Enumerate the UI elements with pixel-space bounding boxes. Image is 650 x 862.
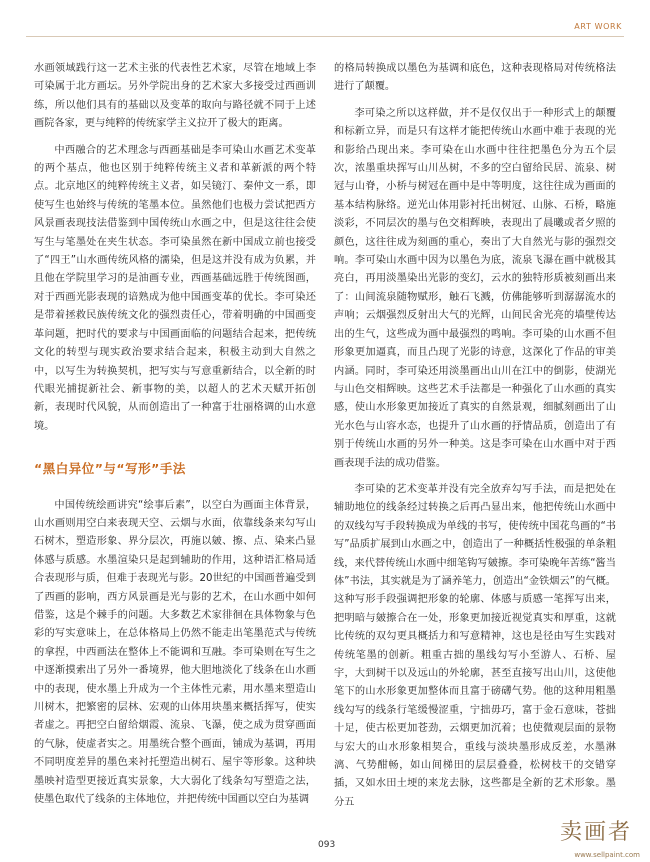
section-heading: “黑白异位”与“写形”手法 — [34, 461, 186, 477]
left-column — [34, 60, 316, 817]
paragraph: 中国传统绘画讲究“绘事后素”，以空白为画面主体背景，山水画则用空白来表现天空、云烟与水面，依靠线条来勾写山石树木，塑造形象、界分层次，再施以皴、擦、点、染来凸显体感与质感。水墨渲染只是起到辅助的作用，这种语汇格局适合表现形与质，但难于表现光与影。20世纪的中国画普遍受到了西画的影响，西方风景画是光与影的艺术，在山水画中如何借鉴，这是个棘手的问题。大多数艺术家徘徊在具体物象与色彩的写实意味上，在总体格局上仍然不能走出笔墨范式与传统的拿捏，中西画法在整体上不能调和互融。李可染则在写生之中逐渐摸索出了另外一番境界，他大胆地淡化了线条在山水画中的表现，使水墨上升成为一个主体性元素，用水墨来塑造山川树木，把繁密的层林、宏观的山体用块墨来概括挥写，使实者虚之。再把空白留给烟霞、流泉、飞瀑，使之成为贯穿画面的气脉，使虚者实之。用墨统合整个画面，铺成为基调，再用不同明度差异的墨色来衬托塑造出树石、屋宇等形象。这种块墨映衬造型更接近真实景象，大大弱化了线条勾写塑造之法，使墨色取代了线条的主体地位，并把传统中国画以空白为基调 — [34, 499, 316, 806]
paragraph: 李可染之所以这样做，并不是仅仅出于一种形式上的颠覆和标新立异，而是只有这样才能把传统山水画中难于表现的光和影给凸现出来。李可染在山水画中往往把墨色分为五个层次，浓墨重块挥写山川丛树，不多的空白留给民居、流泉、树冠与山脊，小桥与树冠在画中是中等明度，这往往成为画面的基本结构脉络。逆光山体用影衬托出树冠、山脉、石桥，略施淡彩，不同层次的墨与色交相辉映，表现出了晨曦或者夕照的颜色，这往往成为刻画的重心，奏出了大自然光与影的强烈交响。李可染山水画中因为以墨色为底，流泉飞瀑在画中就极其亮白，再用淡墨染出光影的变幻，云水的独特形质被刻画出来了：山间流泉随物赋形，触石飞溅，仿佛能够听到潺潺流水的声响；云烟强烈反射出大气的光辉，山间民舍光亮的墙壁传达出的生气，这些成为画中最强烈的鸣响。李可染的山水画不但形象更加逼真，而且凸现了光影的诗意，这深化了作品的审美内涵。同时，李可染还用淡墨画出山川在江中的倒影，使湖光与山色交相辉映。这些艺术手法都是一种强化了山水画的真实感，使山水形象更加接近了真实的自然景观，细腻刻画出了山光水色与山容水态，也提升了山水画的抒情品质，创造出了有别于传统山水画的另外一种美。这是李可染在山水画中对于西画表现手法的成功借鉴。 — [334, 107, 616, 469]
paragraph: 李可染的艺术变革并没有完全放弃勾写手法，而是把处在辅助地位的线条经过转换之后再凸显出来，他把传统山水画中的双线勾写手段转换成为单线的书写，使传统中国花鸟画的“书写”品质扩展到山水画之中，创造出了一种概括性极强的单条粗线，来代替传统山水画中细笔钩写皴擦。李可染晚年苦练“酱当体”书法，其实就是为了涵养笔力，创造出“金铁烟云”的气概。这种写形手段强调把形象的轮廓、体感与质感一笔挥写出来，把明暗与皴擦合在一处，形象更加接近视觉真实和厚重，这就比传统的双勾更具概括力和写意精神，这也是径由写生实践对传统笔墨的创新。粗重古拙的墨线勾写小至游人、石桥、屋宇，大到树干以及远山的外轮廓，甚至直接写出山川，这使他笔下的山水形象更加整体而且富于磅礴气势。他的这种用粗墨线勾写的线条行笔缓慢涩重，宁拙毋巧，富于金石意味，苍拙十足，使古松更加苍劲，云烟更加沉着；也使微观层面的景物与宏大的山水形象相契合，重线与淡块墨形成反差，水墨淋漓、气势酣畅，如山间梯田的层层叠叠，松树枝干的交错穿插，又如水田土埂的来龙去脉，这些都是全新的艺术形象。墨分五 — [334, 483, 616, 808]
right-column — [334, 60, 616, 820]
page-header — [0, 0, 650, 34]
watermark-text: 卖画者 — [559, 820, 632, 845]
watermark-url: www.sellpaint.com — [574, 851, 640, 859]
section-label: ART WORK — [574, 22, 622, 31]
paragraph: 中西融合的艺术理念与西画基础是李可染山水画艺术变革的两个基点，他也区别于纯粹传统主义者和革新派的两个特点。北京地区的纯粹传统主义者，如吴镜汀、秦仲文一系，即使写生也始终与传统的笔墨本位。虽然他们也极力尝试把西方风景画表现技法借鉴到中国传统山水画之中，但是这往往会使写生与笔墨处在夹生状态。李可染虽然在新中国成立前也接受了“四王”山水画传统风格的濡染，但是这并没有成为负累，并且他在学院里学习的是油画专业，西画基础远胜于传统图画，对于西画光影表现的谙熟成为他中国画变革的优长。李可染还是带着拯救民族传统文化的强烈责任心，带着明确的中国画变革问题，把时代的要求与中国画面临的问题结合起来，把传统文化的转型与现实政治要求结合起来，积极主动到大自然之中，以写生为转换契机，把写实与写意重新结合，以全新的时代眼光捕捉新社会、新事物的美，以超人的艺术天赋开拓创新，表现时代风貌，从而创造出了一种富于壮丽格调的山水意境。 — [34, 144, 316, 432]
paragraph: 的格局转换成以墨色为基调和底色，这种表现格局对传统格法进行了颠覆。 — [334, 63, 616, 93]
page-number: 093 — [318, 840, 336, 850]
header-divider — [26, 36, 624, 37]
paragraph: 水画领域践行这一艺术主张的代表性艺术家，尽管在地域上李可染属于北方画坛。另外学院出身的艺术家大多接受过西画训练，所以他们具有的基础以及变革的取向与路径就不同于上述画院各家，更与纯粹的传统家学主义拉开了极大的距离。 — [34, 63, 316, 130]
